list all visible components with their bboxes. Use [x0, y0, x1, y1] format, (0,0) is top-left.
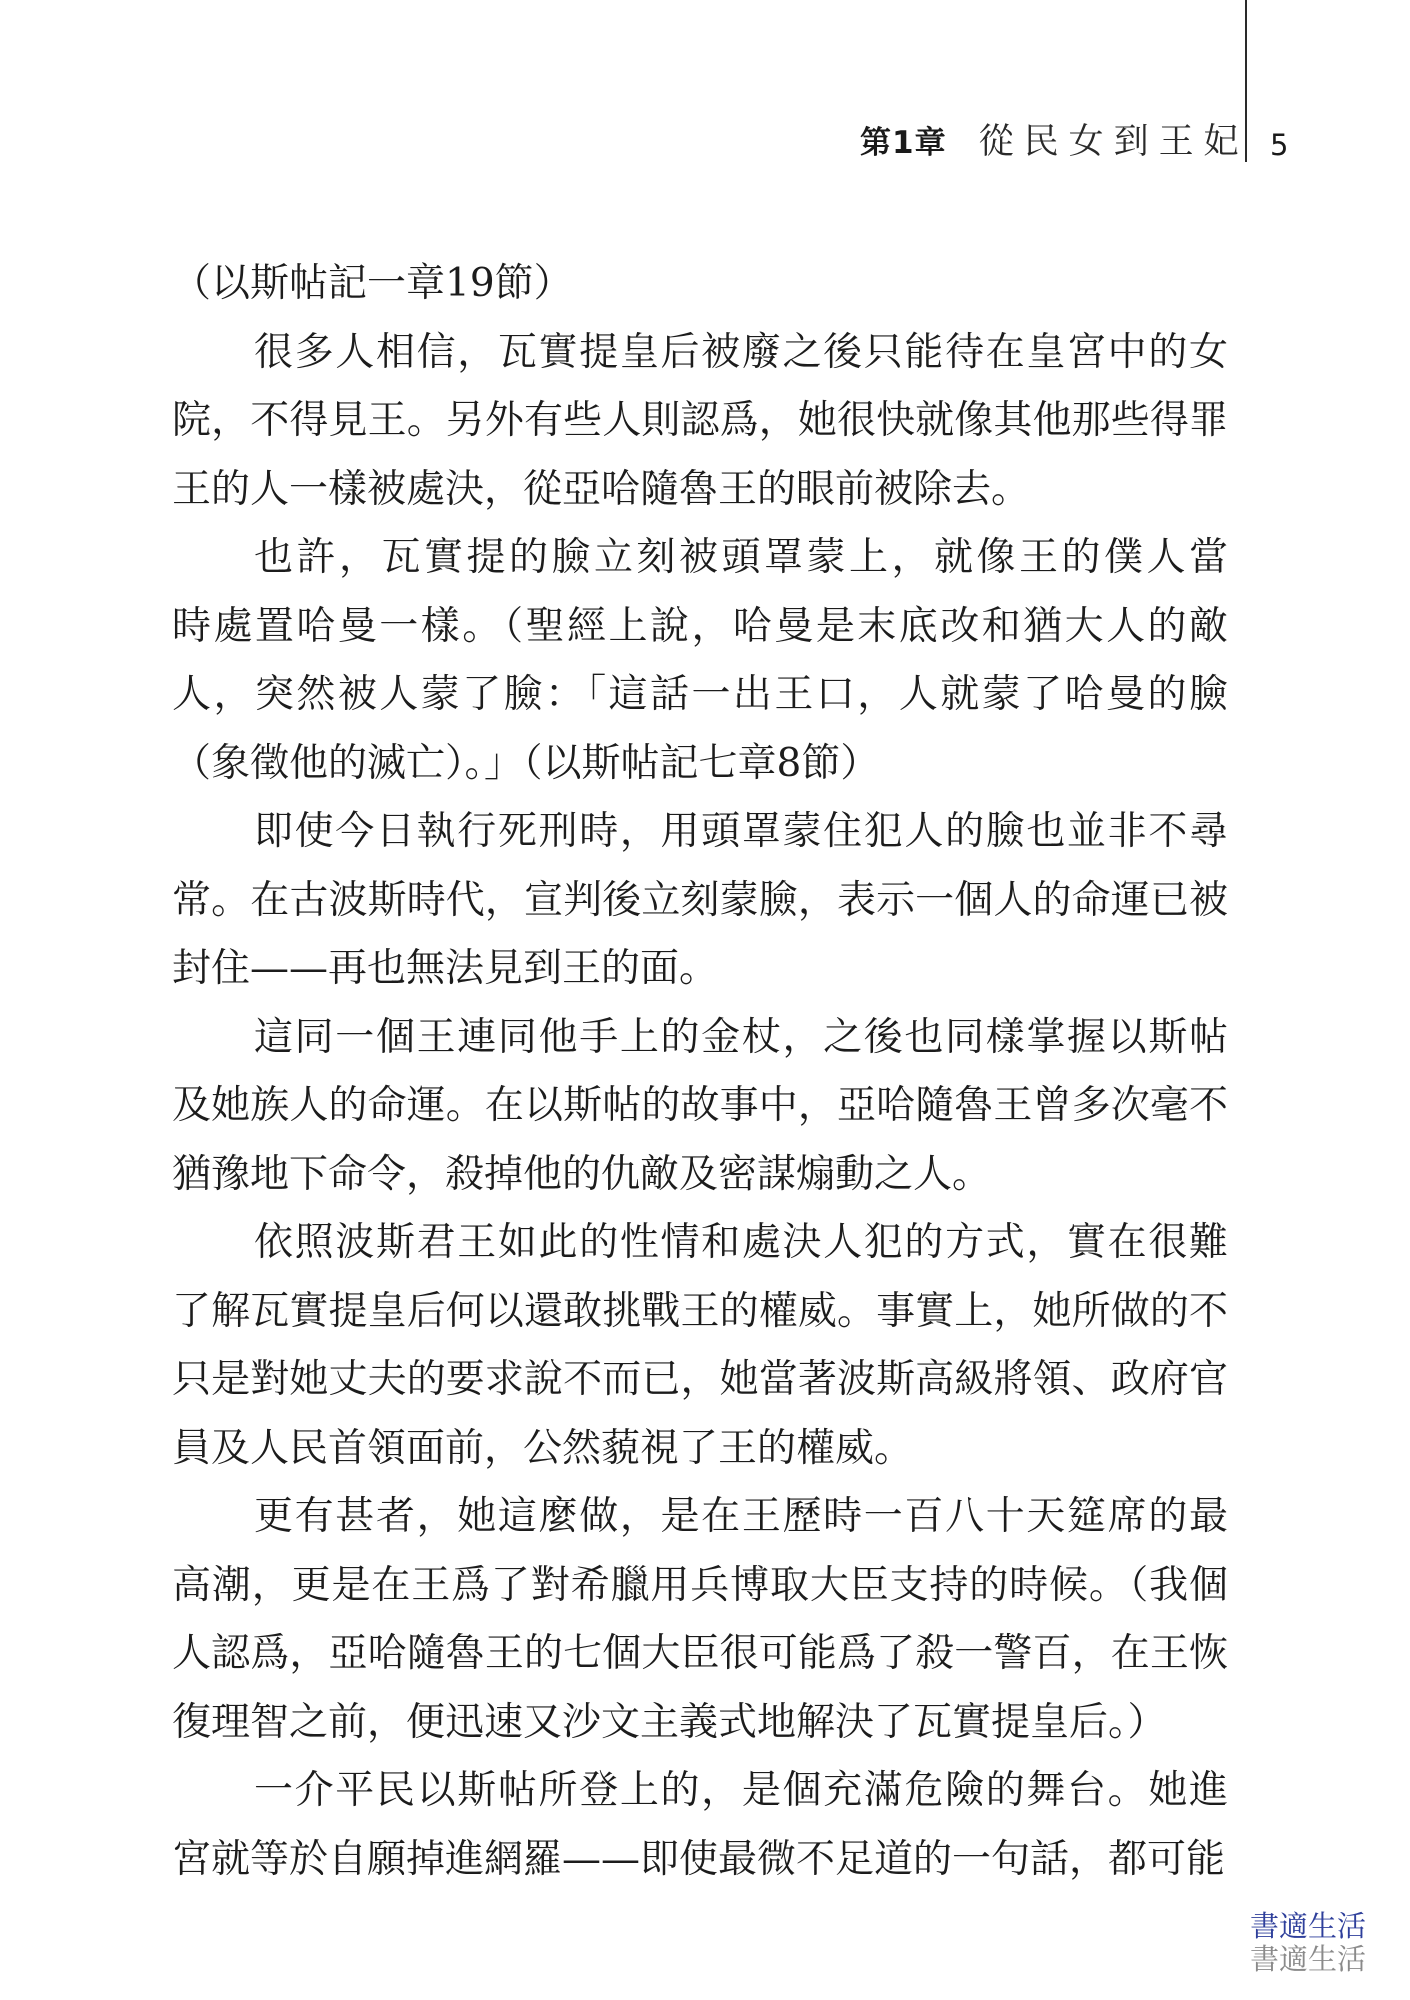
text-line: 更有甚者，她這麼做，是在王歷時一百八十天筵席的最	[254, 1494, 1228, 1539]
text-line: （以斯帖記一章19節）	[172, 261, 573, 306]
body-text	[172, 250, 1228, 1894]
text-line: 人認爲，亞哈隨魯王的七個大臣很可能爲了殺一警百，在王恢	[172, 1631, 1228, 1676]
text-line: 猶豫地下命令，殺掉他的仇敵及密謀煽動之人。	[172, 1151, 992, 1197]
text-line: 依照波斯君王如此的性情和處決人犯的方式，實在很難	[254, 1220, 1228, 1265]
text-line: 復理智之前，便迅速又沙文主義式地解決了瓦實提皇后。）	[172, 1699, 1167, 1745]
text-line: 時處置哈曼一樣。（聖經上說，哈曼是末底改和猶大人的敵	[172, 603, 1228, 649]
page-number: 5	[1270, 128, 1289, 162]
paragraph	[172, 798, 1228, 1004]
text-line: 高潮，更是在王爲了對希臘用兵博取大臣支持的時候。（我個	[172, 1562, 1228, 1608]
text-line: 及她族人的命運。在以斯帖的故事中，亞哈隨魯王曾多次毫不	[172, 1083, 1228, 1128]
text-line: 一介平民以斯帖所登上的，是個充滿危險的舞台。她進	[254, 1768, 1228, 1813]
text-line: 封住——再也無法見到王的面。	[172, 946, 719, 991]
paragraph	[172, 1209, 1228, 1483]
text-line: 王的人一樣被處決，從亞哈隨魯王的眼前被除去。	[172, 466, 1031, 512]
paragraph	[172, 1483, 1228, 1757]
text-line: 了解瓦實提皇后何以還敢挑戰王的權威。事實上，她所做的不	[172, 1288, 1228, 1334]
text-line: 宮就等於自願掉進網羅——即使最微不足道的一句話，都可能	[172, 1836, 1226, 1882]
publisher-watermark	[1250, 1910, 1366, 1976]
text-line: 只是對她丈夫的要求說不而已，她當著波斯高級將領、政府官	[172, 1357, 1228, 1402]
text-line: 人，突然被人蒙了臉：「這話一出王口，人就蒙了哈曼的臉	[172, 672, 1228, 717]
running-header	[860, 114, 1249, 164]
watermark-line-1: 書適生活	[1249, 1909, 1366, 1943]
text-line: 員及人民首領面前，公然藐視了王的權威。	[172, 1425, 914, 1471]
watermark-line-2: 書適生活	[1249, 1942, 1366, 1976]
chapter-label: 第1章	[860, 125, 947, 161]
text-line: 這同一個王連同他手上的金杖，之後也同樣掌握以斯帖	[254, 1014, 1228, 1060]
text-line: 即使今日執行死刑時，用頭罩蒙住犯人的臉也並非不尋	[254, 809, 1228, 854]
paragraph	[172, 1757, 1228, 1894]
paragraph	[172, 319, 1228, 525]
text-line: 很多人相信，瓦實提皇后被廢之後只能待在皇宮中的女	[254, 329, 1228, 375]
chapter-title: 從民女到王妃	[978, 122, 1249, 162]
text-line: 院，不得見王。另外有些人則認爲，她很快就像其他那些得罪	[172, 398, 1228, 443]
paragraph	[172, 1004, 1228, 1210]
paragraph	[172, 524, 1228, 798]
text-line: 常。在古波斯時代，宣判後立刻蒙臉，表示一個人的命運已被	[172, 877, 1228, 923]
text-line: 也許，瓦實提的臉立刻被頭罩蒙上，就像王的僕人當	[254, 535, 1228, 580]
paragraph	[172, 250, 1228, 319]
text-line: （象徵他的滅亡）。」（以斯帖記七章8節）	[172, 740, 880, 786]
